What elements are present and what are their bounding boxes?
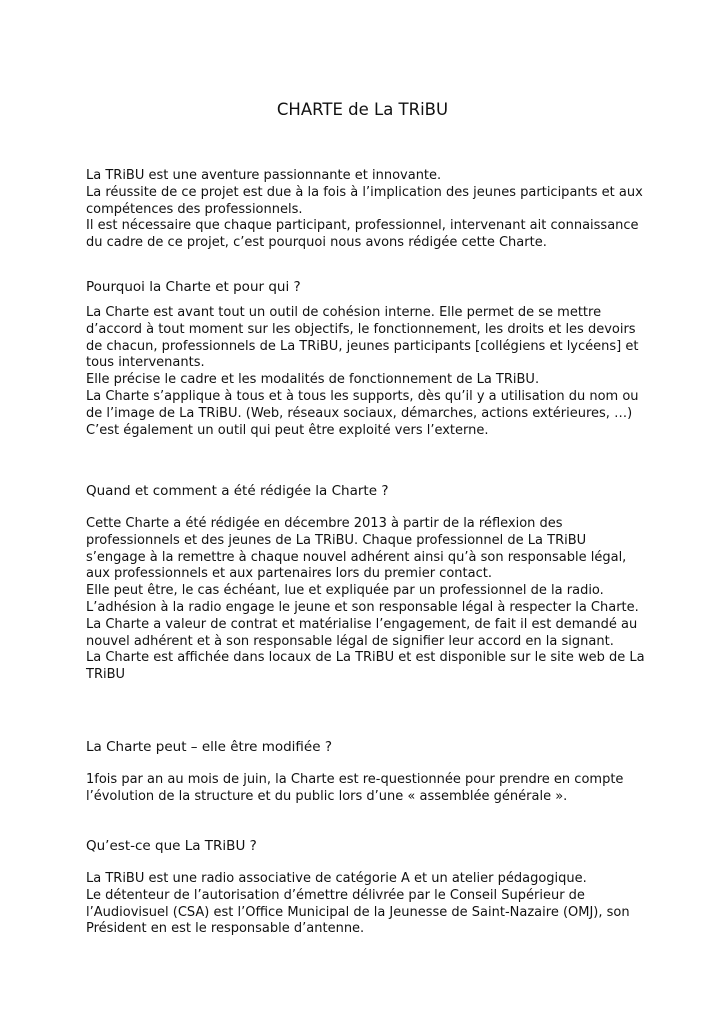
- section-quand: [86, 483, 646, 684]
- section-body: [86, 305, 646, 439]
- paragraph: L’adhésion à la radio engage le jeune et son responsable légal à respecter la Charte.: [86, 599, 639, 615]
- paragraph: La Charte s’applique à tous et à tous les supports, dès qu’il y a utilisation du nom ou de l’image de La TRiBU. (Web, réseaux sociaux, démarches, actions extérieures, …): [86, 388, 639, 421]
- section-quest-ce: [86, 838, 646, 938]
- paragraph: Cette Charte a été rédigée en décembre 2013 à partir de la réflexion des professionnels et des jeunes de La TRiBU. Chaque professionnel de La TRiBU s’engage à la remettre à chaque nouvel adhérent ainsi qu’à son responsable légal, aux professionnels et aux partenaires lors du premier contact.: [86, 516, 627, 582]
- document-title: CHARTE de La TRiBU: [276, 100, 449, 119]
- paragraph: C’est également un outil qui peut être exploité vers l’externe.: [86, 422, 489, 438]
- paragraph: La TRiBU est une radio associative de catégorie A et un atelier pédagogique.: [86, 871, 587, 886]
- section-heading: Quand et comment a été rédigée la Charte ?: [86, 483, 389, 499]
- paragraph: Le détenteur de l’autorisation d’émettre délivrée par le Conseil Supérieur de l’Audiovisuel (CSA) est l’Office Municipal de la Jeunesse de Saint-Nazaire (OMJ), son Président en est le responsable d’antenne.: [86, 887, 630, 937]
- paragraph: La Charte est avant tout un outil de cohésion interne. Elle permet de se mettre d’accord à tout moment sur les objectifs, le fonctionnement, les droits et les devoirs de chacun, professionnels de La TRiBU, jeunes participants [collégiens et lycéens] et tous intervenants.: [86, 305, 639, 371]
- intro-line-1: La TRiBU est une aventure passionnante et innovante.: [86, 168, 442, 183]
- paragraph: 1fois par an au mois de juin, la Charte est re-questionnée pour prendre en compte l’évolution de la structure et du public lors d’une « assemblée générale ».: [86, 772, 624, 804]
- section-body: [86, 516, 646, 684]
- intro-line-3: Il est nécessaire que chaque participant, professionnel, intervenant ait connaissance du cadre de ce projet, c’est pourquoi nous avons rédigée cette Charte.: [86, 218, 639, 251]
- section-body: [86, 871, 646, 938]
- section-pourquoi: [86, 279, 646, 439]
- section-body: [86, 772, 646, 806]
- paragraph: La Charte est affichée dans locaux de La TRiBU et est disponible sur le site web de La TRiBU: [86, 650, 645, 683]
- intro-line-2: La réussite de ce projet est due à la fois à l’implication des jeunes participants et aux compétences des professionnels.: [86, 184, 643, 217]
- section-heading: Qu’est-ce que La TRiBU ?: [86, 838, 257, 854]
- paragraph: Elle précise le cadre et les modalités de fonctionnement de La TRiBU.: [86, 372, 540, 388]
- section-modifiee: [86, 739, 646, 806]
- section-heading: Pourquoi la Charte et pour qui ?: [86, 279, 301, 295]
- section-heading: La Charte peut – elle être modifiée ?: [86, 739, 332, 755]
- intro-block: [86, 168, 646, 252]
- paragraph: La Charte a valeur de contrat et matérialise l’engagement, de fait il est demandé au nouvel adhérent et à son responsable légal de signifier leur accord en la signant.: [86, 616, 638, 649]
- paragraph: Elle peut être, le cas échéant, lue et expliquée par un professionnel de la radio.: [86, 583, 604, 599]
